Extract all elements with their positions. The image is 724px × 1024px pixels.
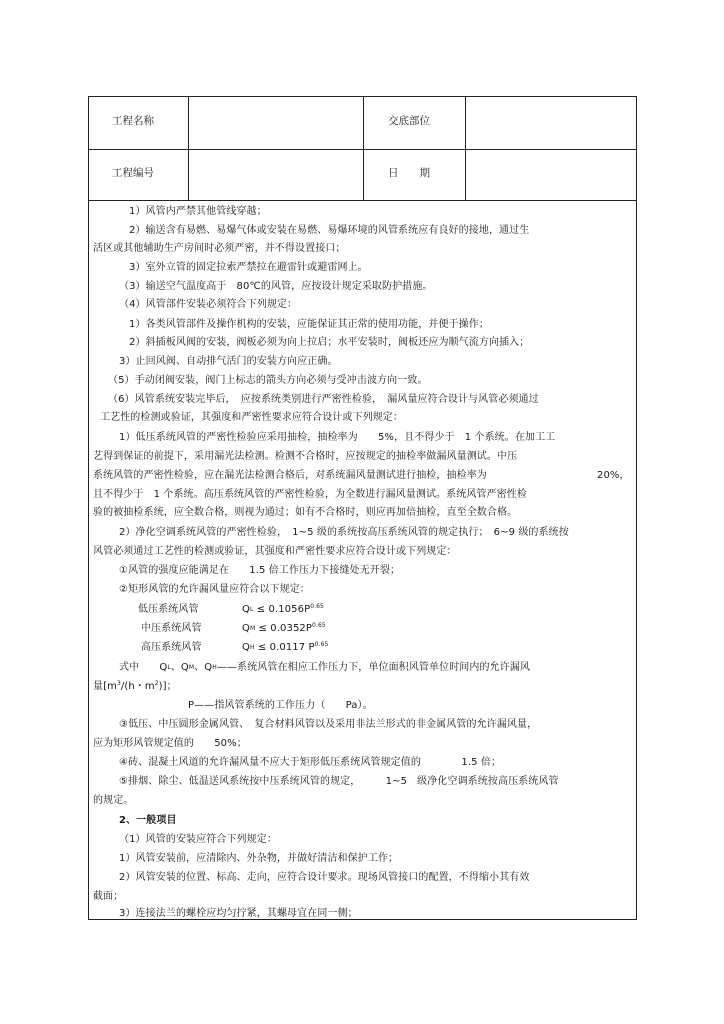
text-line: 1）风管安装前，应清除内、外杂物，并做好清洁和保护工作； <box>119 853 399 864</box>
text-line: 截面； <box>93 891 124 902</box>
text-line: 且不得少于 1 个系统。高压系统风管的严密性检验，为全数进行漏风量测试。系统风管严密性检 <box>93 489 527 500</box>
text-line: 活区或其他辅助生产房间时必须严密，并不得设置接口； <box>93 243 346 254</box>
text-line: 式中 QL、QM、QH——系统风管在相应工作压力下，单位面积风管单位时间内的允许漏风 <box>119 662 530 673</box>
text-line: ④砖、混凝土风道的允许漏风量不应大于矩形低压系统风管规定值的 1.5 倍； <box>119 757 502 768</box>
text-line: 1）各类风管部件及操作机构的安装，应能保证其正常的使用功能，并便于操作； <box>129 319 489 330</box>
text-line: （1）风管的安装应符合下列规定： <box>119 834 277 845</box>
formula-mid: QM ≤ $0.0352P^{0.65}$ <box>242 622 326 634</box>
col-divider <box>465 96 466 200</box>
col-divider <box>363 96 364 200</box>
text-line: （5）手动闭阀安装，阀门上标志的箭头方向必须与受冲击波方向一致。 <box>108 375 428 386</box>
text-line: ③低压、中压圆形金属风管、 复合材料风管以及采用非法兰形式的非金属风管的允许漏风量， <box>119 719 538 730</box>
text-line: ⑤排烟、除尘、低温送风系统按中压系统风管的规定， 1~5 级净化空调系统按高压系统风管 <box>119 776 559 787</box>
text-line: 的规定。 <box>93 795 134 806</box>
section-heading: 2、一般项目 <box>119 815 177 826</box>
row-divider <box>88 200 637 201</box>
text-line: P——指风管系统的工作压力（ Pa）。 <box>188 700 373 711</box>
text-line: 验的被抽检系统，应全数合格，则视为通过；如有不合格时，则应再加倍抽检，直至全数合格。 <box>93 507 518 518</box>
project-no-label: 工程编号 <box>112 167 154 179</box>
text-line: 2）风管安装的位置、标高、走向，应符合设计要求。现场风管接口的配置，不得缩小其有效 <box>119 872 530 883</box>
date-label: 日 期 <box>388 167 430 179</box>
text-line: 量[$m^3/(h$・$m^2$)]； <box>93 680 177 692</box>
text-line: 3）止回风阀、自动排气活门的安装方向应正确。 <box>119 356 338 367</box>
project-name-label: 工程名称 <box>112 115 154 127</box>
formula-high: QH ≤ 0.0117 $P^{0.65}$ <box>242 641 329 653</box>
handover-part-label: 交底部位 <box>388 115 430 127</box>
formula-label-high: 高压系统风管 <box>141 642 202 653</box>
col-divider <box>188 96 189 200</box>
text-line: 2）净化空调系统风管的严密性检验， 1~5 级的系统按高压系统风管的规定执行； 6~9 级的系统按 <box>119 527 569 538</box>
formula-label-low: 低压系统风管 <box>138 604 199 615</box>
text-line: 2）斜插板风阀的安装，阀板必须为向上拉启；水平安装时，阀板还应为顺气流方向插入； <box>129 337 530 348</box>
text-line: 艺得到保证的前提下，采用漏光法检测。检测不合格时，应按规定的抽检率做漏风量测试。中压 <box>93 451 518 462</box>
formula-label-mid: 中压系统风管 <box>141 623 202 634</box>
text-line: 风管必须通过工艺性的检测或验证，其强度和严密性要求应符合设计或下列规定： <box>93 546 457 557</box>
text-line: 应为矩形风管规定值的 50%； <box>93 738 247 749</box>
text-line: （3）输送空气温度高于 80℃的风管，应按设计规定采取防护措施。 <box>119 281 433 292</box>
text-line: 1）风管内严禁其他管线穿越； <box>129 206 267 217</box>
text-line: 2）输送含有易燃、易爆气体或安装在易燃、易爆环境的风管系统应有良好的接地，通过生 <box>129 225 530 236</box>
text-line: 3）连接法兰的螺栓应均匀拧紧，其螺母宜在同一侧； <box>119 908 358 919</box>
text-line: 3）室外立管的固定拉索严禁拉在避雷针或避雷网上。 <box>129 262 368 273</box>
text-line: （4）风管部件安装必须符合下列规定： <box>119 299 298 310</box>
text-line: 20%， <box>597 470 630 481</box>
text-line: 系统风管的严密性检验，应在漏光法检测合格后，对系统漏风量测试进行抽检，抽检率为 <box>93 470 487 481</box>
text-line: ①风管的强度应能满足在 1.5 倍工作压力下接缝处无开裂； <box>119 565 401 576</box>
text-line: （6）风管系统安装完毕后， 应按系统类别进行严密性检验， 漏风量应符合设计与风管必须通过 <box>108 394 539 405</box>
text-line: ②矩形风管的允许漏风量应符合以下规定： <box>119 584 310 595</box>
text-line: 工艺性的检测或验证，其强度和严密性要求应符合设计或下列规定： <box>100 412 403 423</box>
text-line: 1）低压系统风管的严密性检验应采用抽检，抽检率为 5%，且不得少于 1 个系统。在加工工 <box>119 432 556 443</box>
formula-low: QL ≤ $0.1056P^{0.65}$ <box>242 603 324 615</box>
